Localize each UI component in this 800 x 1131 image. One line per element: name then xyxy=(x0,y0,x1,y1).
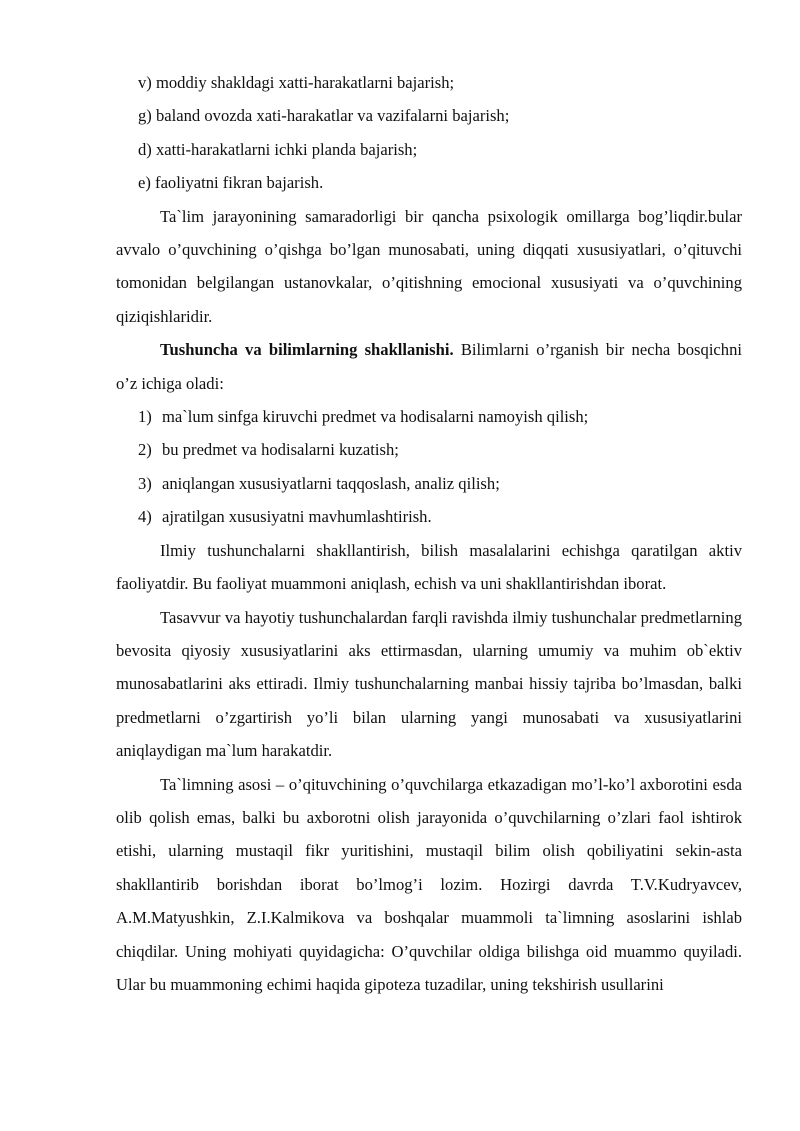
list-item xyxy=(116,400,742,433)
document-page xyxy=(116,66,742,1001)
section-heading: Tushuncha va bilimlarning shakllanishi. xyxy=(160,340,454,360)
list-item xyxy=(116,433,742,466)
list-number: 4) xyxy=(138,507,152,527)
list-number: 3) xyxy=(138,473,152,493)
paragraph-concept-formation xyxy=(116,333,742,400)
list-number: 2) xyxy=(138,440,152,460)
list-item-g: g) baland ovozda xati-harakatlar va vazifalarni bajarish; xyxy=(138,106,510,126)
list-item xyxy=(116,467,742,500)
list-item-d: d) xatti-harakatlarni ichki planda bajarish; xyxy=(138,139,418,159)
paragraph-scientific-concepts: Ilmiy tushunchalarni shakllantirish, bilish masalalarini echishga qaratilgan aktiv faoliyatdir. Bu faoliyat muammoni aniqlash, echish va uni shakllantirishdan iborat. xyxy=(116,540,742,594)
paragraph-concept-sources: Tasavvur va hayotiy tushunchalardan farqli ravishda ilmiy tushunchalar predmetlarning bevosita qiyosiy xususiyatlarini aks ettirmasdan, ularning umumiy va muhim ob`ektiv munosabatlarini aks ettiradi. Ilmiy tushunchalarning manbai hissiy tajriba bo’lmasdan, balki predmetlarni o’zgartirish yo’li bilan ularning yangi munosabati va xususiyatlarini aniqlaydigan ma`lum harakatdir. xyxy=(116,607,742,761)
list-item xyxy=(116,500,742,533)
list-item-v: v) moddiy shakldagi xatti-harakatlarni bajarish; xyxy=(138,73,455,92)
list-number: 1) xyxy=(138,407,152,427)
numbered-list xyxy=(116,400,742,534)
list-text: ma`lum sinfga kiruvchi predmet va hodisalarni namoyish qilish; xyxy=(162,407,589,427)
paragraph-problem-learning: Ta`limning asosi – o’qituvchining o’quvchilarga etkazadigan mo’l-ko’l axborotini esda olib qolish emas, balki bu axborotni olish jarayonida o’quvchilarning o’zlari faol ishtirok etishi, ularning mustaqil fikr yuritishini, mustaqil bilim olish qobiliyatini sekin-asta shakllantirib borishdan iborat bo’lmog’i lozim. Hozirgi davrda T.V.Kudryavcev, A.M.Matyushkin, Z.I.Kalmikova va boshqalar muammoli ta`limning asoslarini ishlab chiqdilar. Uning mohiyati quyidagicha: O’quvchilar oldiga bilishga oid muammo quyiladi. Ular bu muammoning echimi haqida gipoteza tuzadilar, uning tekshirish usullarini xyxy=(116,774,742,994)
paragraph-learning-efficiency: Ta`lim jarayonining samaradorligi bir qancha psixologik omillarga bog’liqdir.bular avvalo o’quvchining o’qishga bo’lgan munosabati, uning diqqati xususiyatlari, o’qituvchi tomonidan belgilangan ustanovkalar, o’qitishning emocional xususiyati va o’quvchining qiziqishlaridir. xyxy=(116,206,742,326)
list-text: aniqlangan xususiyatlarni taqqoslash, analiz qilish; xyxy=(162,473,500,493)
list-text: ajratilgan xususiyatni mavhumlashtirish. xyxy=(162,507,432,527)
section-intro-text: Bilimlarni o’rganish bir necha bosqichni o’z ichiga oladi: xyxy=(116,340,742,393)
list-text: bu predmet va hodisalarni kuzatish; xyxy=(162,440,399,460)
list-item-e: e) faoliyatni fikran bajarish. xyxy=(138,173,324,193)
